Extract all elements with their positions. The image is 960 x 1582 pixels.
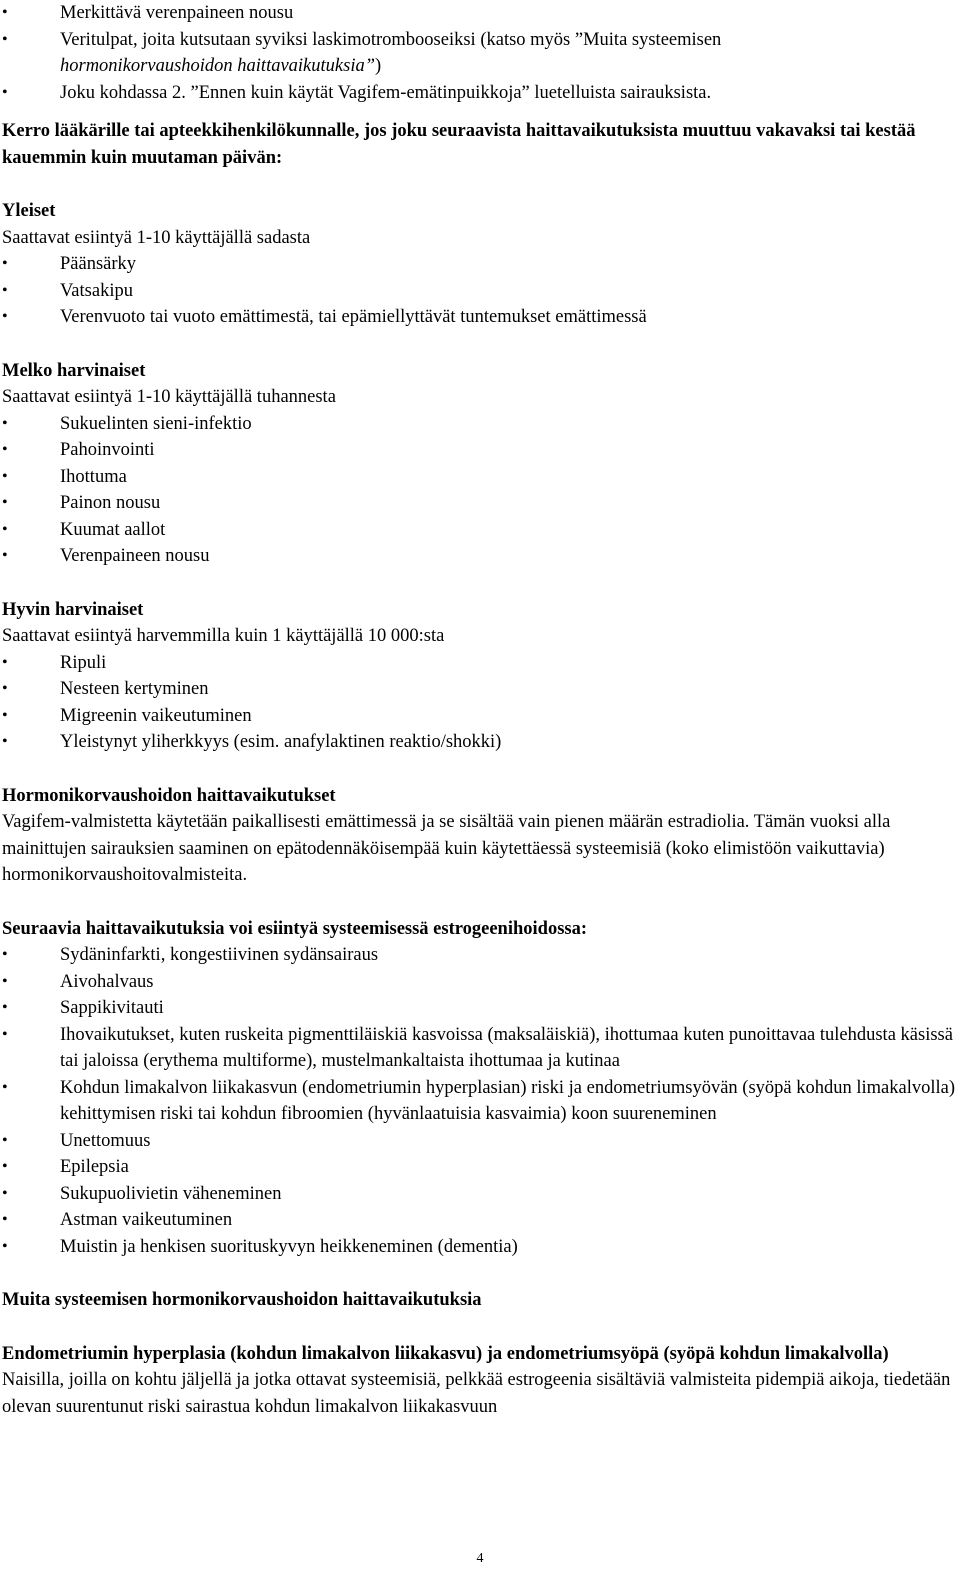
list-item: • Ihottuma — [0, 464, 960, 491]
rare-list — [0, 650, 960, 756]
list-item: • Pahoinvointi — [0, 437, 960, 464]
list-item: • Vatsakipu — [0, 278, 960, 305]
list-item: • Yleistynyt yliherkkyys (esim. anafylaktinen reaktio/shokki) — [0, 729, 960, 756]
rare-frequency: Saattavat esiintyä harvemmilla kuin 1 käyttäjällä 10 000:sta — [2, 626, 445, 646]
list-item: • Aivohalvaus — [0, 969, 960, 996]
list-item: • Päänsärky — [0, 251, 960, 278]
list-item: • Ripuli — [0, 650, 960, 677]
list-item: • Painon nousu — [0, 490, 960, 517]
list-item: • Migreenin vaikeutuminen — [0, 703, 960, 730]
list-item-text: Veritulpat, joita kutsutaan syviksi laskimotrombooseiksi (katso myös ”Muita systeemisen — [60, 29, 722, 50]
list-item: • Kohdun limakalvon liikakasvun (endometriumin hyperplasian) riski ja endometriumsyövän (syöpä kohdun limakalvolla) kehittymisen riski tai kohdun fibroomien (hyvänlaatuisia kasvaimia) koon suureneminen — [0, 1075, 960, 1128]
list-item: • Muistin ja henkisen suorituskyvyn heikkeneminen (dementia) — [0, 1234, 960, 1261]
hrt-paragraph: Vagifem-valmistetta käytetään paikallisesti emättimessä ja se sisältää vain pienen määrän estradiolia. Tämän vuoksi alla mainittujen sairauksien saaminen on epätodennäköisempää kuin käytettäessä systeemisiä (koko elimistöön vaikuttavia) hormonikorvaushoitovalmisteita. — [2, 812, 891, 885]
common-heading: Yleiset — [2, 201, 56, 221]
rare-heading: Hyvin harvinaiset — [2, 599, 144, 620]
tell-doctor-paragraph: Kerro lääkärille tai apteekkihenkilökunnalle, jos joku seuraavista haittavaikutuksista muuttuu vakavaksi tai kestää kauemmin kuin muutaman päivän: — [2, 121, 916, 168]
systemic-list — [0, 942, 960, 1260]
intro-list — [0, 0, 960, 106]
list-item — [0, 27, 960, 80]
endometrium-paragraph: Naisilla, joilla on kohtu jäljellä ja jotka ottavat systeemisiä, pelkkää estrogeenia sisältäviä valmisteita pidempiä aikoja, tiedetään olevan suurentunut riski sairastua kohdun limakalvon liikakasvuun — [2, 1370, 951, 1417]
list-item — [0, 80, 960, 107]
common-list — [0, 251, 960, 331]
common-frequency: Saattavat esiintyä 1-10 käyttäjällä sadasta — [2, 227, 311, 248]
uncommon-list — [0, 411, 960, 570]
uncommon-heading: Melko harvinaiset — [2, 360, 146, 381]
list-item — [0, 0, 960, 27]
uncommon-frequency: Saattavat esiintyä 1-10 käyttäjällä tuhannesta — [2, 387, 336, 407]
other-effects-heading: Muita systeemisen hormonikorvaushoidon haittavaikutuksia — [2, 1290, 482, 1310]
hrt-heading: Hormonikorvaushoidon haittavaikutukset — [2, 785, 336, 806]
list-item-text: Joku kohdassa 2. ”Ennen kuin käytät Vagifem-emätinpuikkoja” luetelluista sairauksista. — [60, 82, 712, 103]
list-item: • Sydäninfarkti, kongestiivinen sydänsairaus — [0, 942, 960, 969]
endometrium-heading: Endometriumin hyperplasia (kohdun limakalvon liikakasvu) ja endometriumsyöpä (syöpä kohdun limakalvolla) — [2, 1343, 889, 1364]
list-item: • Sukuelinten sieni-infektio — [0, 411, 960, 438]
list-item: • Ihovaikutukset, kuten ruskeita pigmenttiläiskiä kasvoissa (maksaläiskiä), ihottumaa kuten punoittavaa tulehdusta käsissä tai jaloissa (erythema multiforme), mustelmankaltaista ihottumaa ja kutinaa — [0, 1022, 960, 1075]
systemic-heading: Seuraavia haittavaikutuksia voi esiintyä systeemisessä estrogeenihoidossa: — [2, 918, 588, 939]
list-item: • Sukupuolivietin väheneminen — [0, 1181, 960, 1208]
page-number: 4 — [476, 1551, 484, 1566]
list-item: • Unettomuus — [0, 1128, 960, 1155]
list-item: • Kuumat aallot — [0, 517, 960, 544]
list-item: • Epilepsia — [0, 1154, 960, 1181]
list-item: • Verenpaineen nousu — [0, 543, 960, 570]
list-item-text: hormonikorvaushoidon haittavaikutuksia” — [60, 56, 375, 76]
list-item: • Verenvuoto tai vuoto emättimestä, tai epämiellyttävät tuntemukset emättimessä — [0, 304, 960, 331]
list-item: • Sappikivitauti — [0, 995, 960, 1022]
list-item: • Astman vaikeutuminen — [0, 1207, 960, 1234]
list-item: • Nesteen kertyminen — [0, 676, 960, 703]
list-item-text: ) — [375, 56, 382, 76]
list-item-text: Merkittävä verenpaineen nousu — [60, 3, 294, 23]
